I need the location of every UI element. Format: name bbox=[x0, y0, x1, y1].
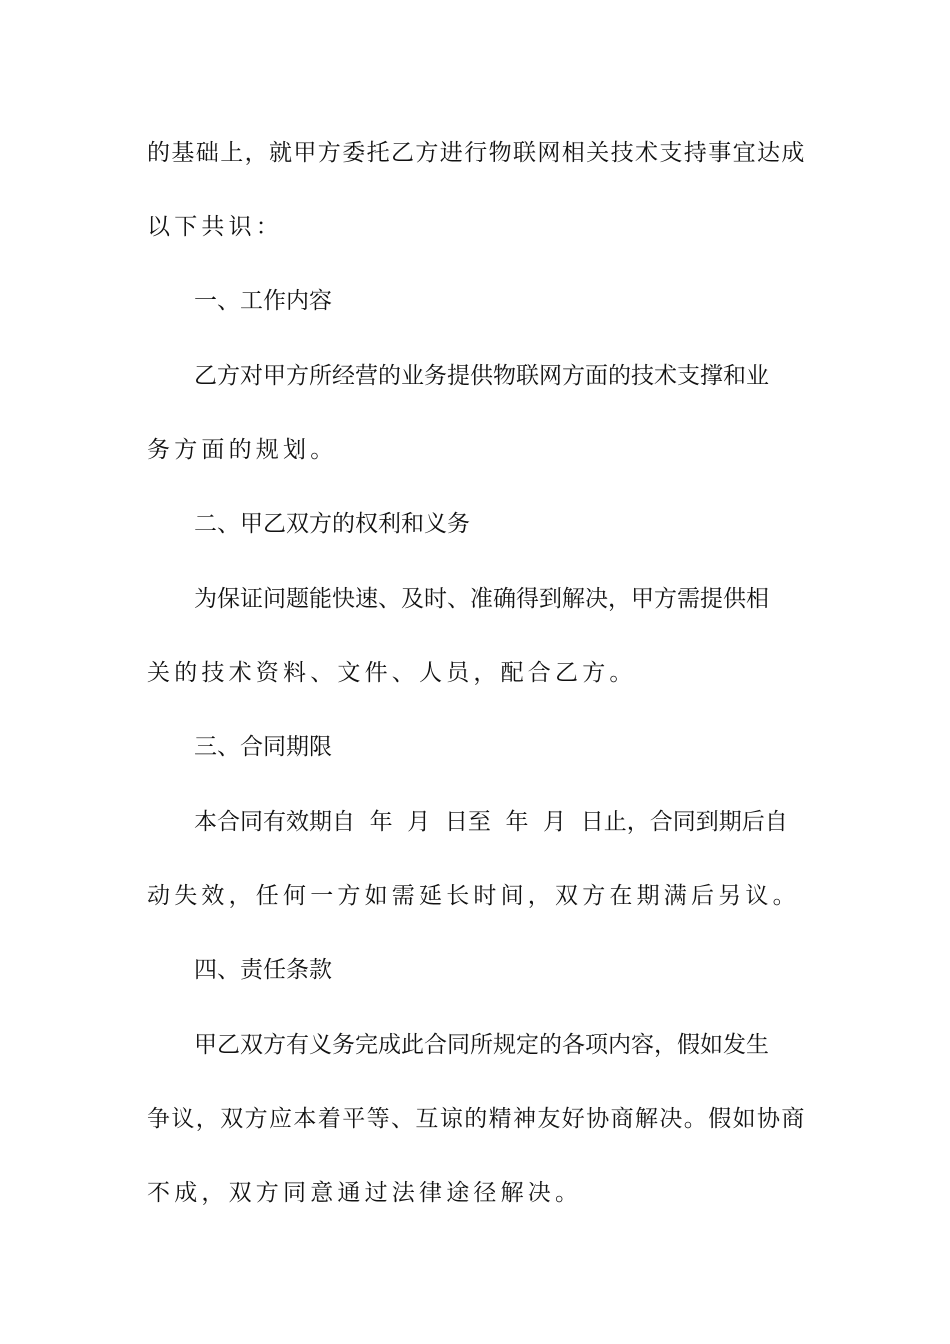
section-heading: 四、责任条款 bbox=[194, 957, 332, 983]
paragraph-line: 关的技术资料、文件、人员，配合乙方。 bbox=[147, 660, 637, 686]
paragraph-line: 以下共识： bbox=[147, 214, 283, 240]
paragraph-line: 的基础上，就甲方委托乙方进行物联网相关技术支持事宜达成 bbox=[147, 140, 806, 166]
paragraph-line: 不成，双方同意通过法律途径解决。 bbox=[147, 1180, 583, 1206]
paragraph-line: 动失效，任何一方如需延长时间，双方在期满后另议。 bbox=[147, 883, 800, 909]
section-heading: 三、合同期限 bbox=[194, 734, 332, 760]
section-heading: 一、工作内容 bbox=[194, 288, 332, 314]
paragraph-line: 务方面的规划。 bbox=[147, 437, 338, 463]
paragraph-line: 争议，双方应本着平等、互谅的精神友好协商解决。假如协商 bbox=[147, 1106, 806, 1132]
paragraph-line: 本合同有效期自 年 月 日至 年 月 日止，合同到期后自 bbox=[194, 809, 788, 835]
section-heading: 二、甲乙双方的权利和义务 bbox=[194, 511, 470, 537]
paragraph-line: 甲乙双方有义务完成此合同所规定的各项内容，假如发生 bbox=[194, 1032, 769, 1058]
paragraph-line: 乙方对甲方所经营的业务提供物联网方面的技术支撑和业 bbox=[194, 363, 769, 389]
paragraph-line: 为保证问题能快速、及时、准确得到解决，甲方需提供相 bbox=[194, 586, 769, 612]
